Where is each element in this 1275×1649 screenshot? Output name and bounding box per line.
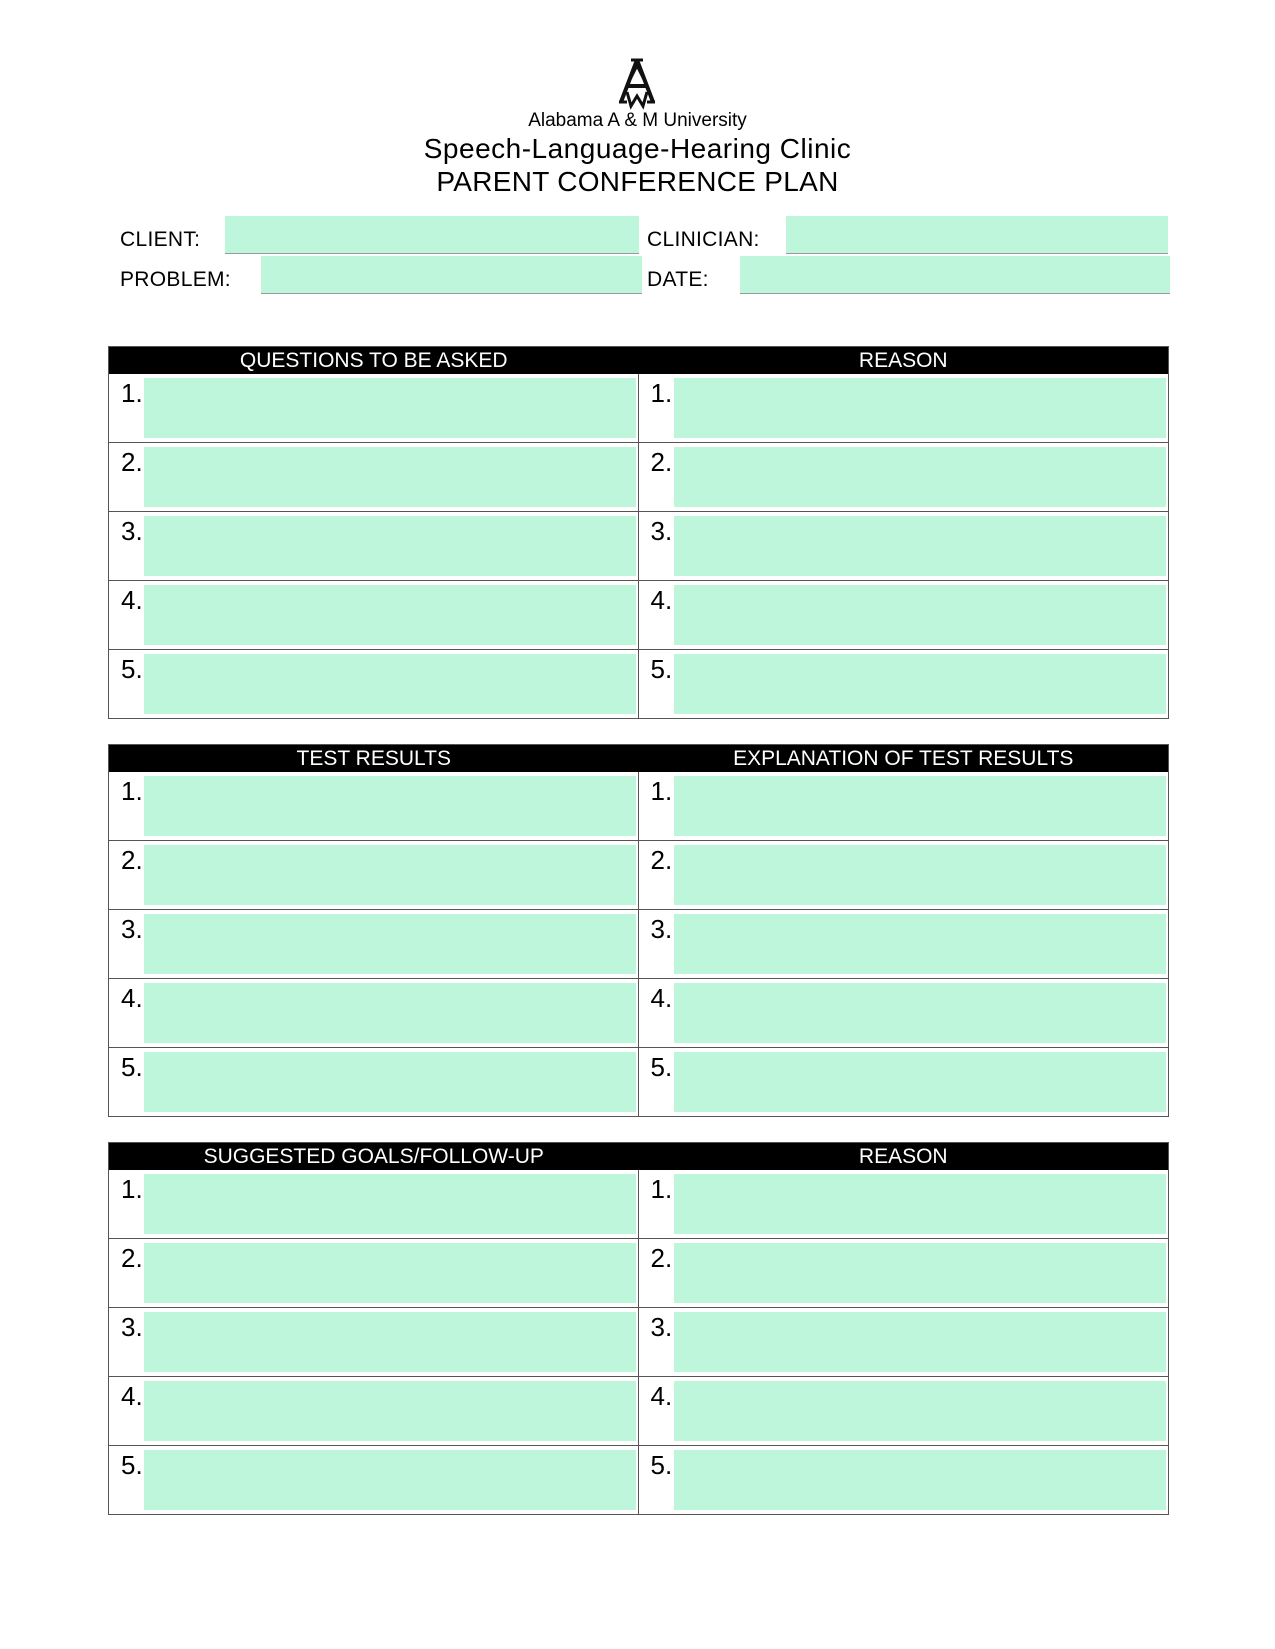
table-row: [109, 1170, 1168, 1238]
date-field[interactable]: [740, 256, 1170, 294]
row-number: 3.: [121, 1312, 143, 1342]
row-number: 3.: [121, 914, 143, 944]
question-reason-field-5[interactable]: [674, 654, 1167, 714]
goal-reason-field-5[interactable]: [674, 1450, 1167, 1510]
client-label: CLIENT:: [120, 228, 201, 251]
row-number: 2.: [121, 1243, 143, 1273]
row-number: 3.: [121, 516, 143, 546]
table-row: [109, 1445, 1168, 1514]
explanation-field-4[interactable]: [674, 983, 1167, 1043]
goal-field-4[interactable]: [144, 1381, 636, 1441]
question-reason-field-3[interactable]: [674, 516, 1167, 576]
question-field-2[interactable]: [144, 447, 636, 507]
goal-reason-field-1[interactable]: [674, 1174, 1167, 1234]
row-number: 3.: [650, 1312, 673, 1342]
row-number: 2.: [650, 845, 673, 875]
row-number: 4.: [121, 585, 143, 615]
question-field-1[interactable]: [144, 378, 636, 438]
table-row: [109, 978, 1168, 1047]
goal-field-1[interactable]: [144, 1174, 636, 1234]
test-result-field-2[interactable]: [144, 845, 636, 905]
row-number: 4.: [650, 585, 673, 615]
question-field-3[interactable]: [144, 516, 636, 576]
section-body: [109, 1170, 1168, 1514]
table-row: [109, 1376, 1168, 1445]
row-number: 1.: [650, 1174, 673, 1204]
section-header: [109, 745, 1168, 772]
questions-header: QUESTIONS TO BE ASKED: [239, 349, 508, 372]
table-row: [109, 840, 1168, 909]
goals-section: [108, 1142, 1169, 1515]
test-results-header: TEST RESULTS: [296, 747, 451, 770]
goals-reason-header: REASON: [858, 1145, 948, 1168]
row-number: 2.: [650, 447, 673, 477]
question-field-5[interactable]: [144, 654, 636, 714]
table-row: [109, 1307, 1168, 1376]
explanation-field-5[interactable]: [674, 1052, 1167, 1112]
explanation-field-3[interactable]: [674, 914, 1167, 974]
table-row: [109, 1238, 1168, 1307]
question-reason-field-1[interactable]: [674, 378, 1167, 438]
table-row: [109, 1047, 1168, 1116]
row-number: 4.: [650, 1381, 673, 1411]
row-number: 4.: [121, 983, 143, 1013]
row-number: 3.: [650, 516, 673, 546]
row-number: 1.: [650, 378, 673, 408]
row-number: 5.: [121, 1450, 143, 1480]
row-number: 5.: [650, 1450, 673, 1480]
section-header: [109, 347, 1168, 374]
date-label: DATE:: [647, 268, 709, 291]
test-result-field-5[interactable]: [144, 1052, 636, 1112]
test-result-field-3[interactable]: [144, 914, 636, 974]
row-number: 5.: [121, 654, 143, 684]
form-title: PARENT CONFERENCE PLAN: [436, 166, 839, 197]
row-number: 5.: [121, 1052, 143, 1082]
goal-reason-field-3[interactable]: [674, 1312, 1167, 1372]
row-number: 5.: [650, 1052, 673, 1082]
question-reason-field-2[interactable]: [674, 447, 1167, 507]
explanation-header: EXPLANATION OF TEST RESULTS: [733, 747, 1074, 770]
clinic-name: Speech-Language-Hearing Clinic: [423, 133, 852, 164]
table-row: [109, 374, 1168, 442]
row-number: 5.: [650, 654, 673, 684]
row-number: 2.: [650, 1243, 673, 1273]
clinician-label: CLINICIAN:: [647, 228, 760, 251]
test-result-field-4[interactable]: [144, 983, 636, 1043]
goal-field-2[interactable]: [144, 1243, 636, 1303]
section-body: [109, 772, 1168, 1116]
table-row: [109, 442, 1168, 511]
row-number: 2.: [121, 447, 143, 477]
section-body: [109, 374, 1168, 718]
reason-header: REASON: [858, 349, 948, 372]
client-field[interactable]: [225, 216, 639, 254]
problem-label: PROBLEM:: [120, 268, 231, 291]
problem-field[interactable]: [261, 256, 642, 294]
row-number: 1.: [121, 776, 143, 806]
goals-header: SUGGESTED GOALS/FOLLOW-UP: [203, 1145, 544, 1168]
table-row: [109, 580, 1168, 649]
question-reason-field-4[interactable]: [674, 585, 1167, 645]
university-name: Alabama A & M University: [528, 110, 747, 131]
table-row: [109, 909, 1168, 978]
explanation-field-1[interactable]: [674, 776, 1167, 836]
clinician-field[interactable]: [786, 216, 1168, 254]
row-number: 1.: [121, 1174, 143, 1204]
test-result-field-1[interactable]: [144, 776, 636, 836]
row-number: 3.: [650, 914, 673, 944]
row-number: 1.: [650, 776, 673, 806]
test-results-section: [108, 744, 1169, 1117]
table-row: [109, 511, 1168, 580]
question-field-4[interactable]: [144, 585, 636, 645]
goal-field-3[interactable]: [144, 1312, 636, 1372]
table-row: [109, 772, 1168, 840]
questions-section: [108, 346, 1169, 719]
table-row: [109, 649, 1168, 718]
row-number: 4.: [650, 983, 673, 1013]
row-number: 1.: [121, 378, 143, 408]
explanation-field-2[interactable]: [674, 845, 1167, 905]
section-header: [109, 1143, 1168, 1170]
row-number: 4.: [121, 1381, 143, 1411]
goal-reason-field-2[interactable]: [674, 1243, 1167, 1303]
row-number: 2.: [121, 845, 143, 875]
goal-field-5[interactable]: [144, 1450, 636, 1510]
goal-reason-field-4[interactable]: [674, 1381, 1167, 1441]
aamu-logo-icon: [613, 58, 661, 110]
